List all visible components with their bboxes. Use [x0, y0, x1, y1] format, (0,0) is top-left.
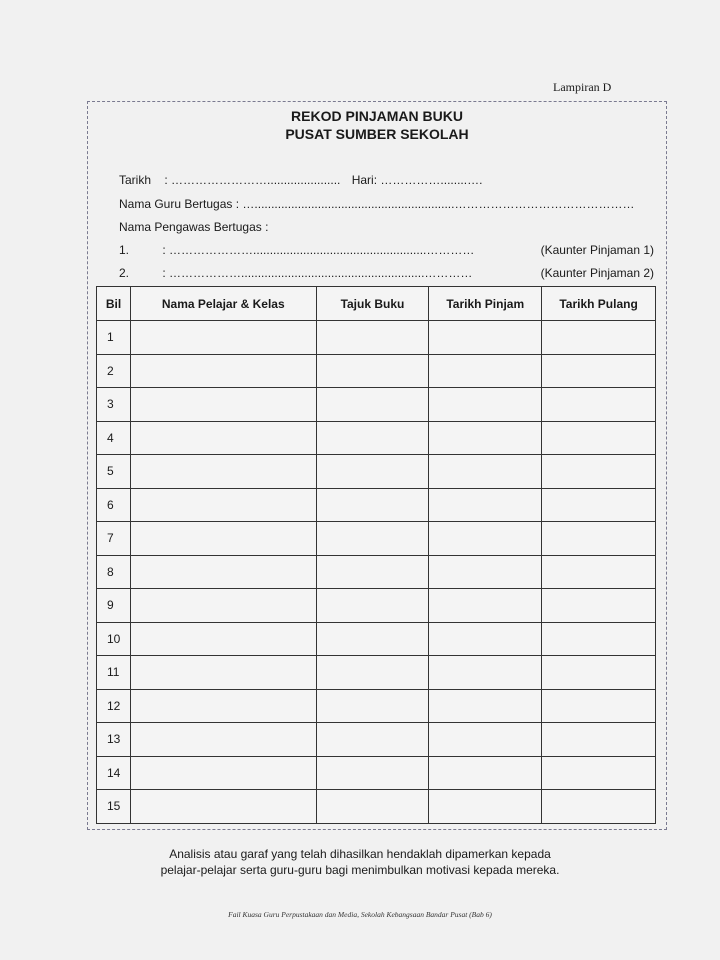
- guru-label: Nama Guru Bertugas :: [119, 197, 240, 211]
- tarikh-pinjam-cell[interactable]: [429, 488, 542, 522]
- row-number: 4: [97, 421, 131, 455]
- table-row: [97, 589, 656, 623]
- pengawas-row-2: [119, 266, 472, 280]
- nama-pelajar-cell[interactable]: [130, 689, 316, 723]
- row-number: 9: [97, 589, 131, 623]
- tajuk-buku-cell[interactable]: [316, 388, 429, 422]
- tarikh-pinjam-cell[interactable]: [429, 522, 542, 556]
- nama-pelajar-cell[interactable]: [130, 421, 316, 455]
- hari-field[interactable]: ……………........….: [380, 173, 483, 187]
- row-number: 12: [97, 689, 131, 723]
- row-number: 15: [97, 790, 131, 824]
- nama-pelajar-cell[interactable]: [130, 756, 316, 790]
- header-bil: Bil: [97, 287, 131, 321]
- nama-pelajar-cell[interactable]: [130, 321, 316, 355]
- tarikh-pulang-cell[interactable]: [542, 589, 656, 623]
- tarikh-label: Tarikh: [119, 173, 152, 187]
- table-row: [97, 488, 656, 522]
- table-row: [97, 689, 656, 723]
- tarikh-pulang-cell[interactable]: [542, 354, 656, 388]
- row-number: 7: [97, 522, 131, 556]
- table-row: [97, 555, 656, 589]
- tarikh-pinjam-cell[interactable]: [429, 790, 542, 824]
- tajuk-buku-cell[interactable]: [316, 656, 429, 690]
- pengawas-number: 1.: [119, 243, 130, 257]
- tarikh-pinjam-cell[interactable]: [429, 589, 542, 623]
- nama-pelajar-cell[interactable]: [130, 455, 316, 489]
- tajuk-buku-cell[interactable]: [316, 455, 429, 489]
- tarikh-pulang-cell[interactable]: [542, 421, 656, 455]
- hari-label: Hari:: [351, 173, 378, 187]
- tarikh-pinjam-cell[interactable]: [429, 388, 542, 422]
- row-number: 6: [97, 488, 131, 522]
- tarikh-pulang-cell[interactable]: [542, 656, 656, 690]
- tarikh-pulang-cell[interactable]: [542, 622, 656, 656]
- tarikh-field[interactable]: : ……………………......................: [164, 173, 341, 187]
- tajuk-buku-cell[interactable]: [316, 790, 429, 824]
- pengawas-field[interactable]: : …………………....................................................…………: [162, 243, 475, 257]
- tarikh-pulang-cell[interactable]: [542, 522, 656, 556]
- nama-pelajar-cell[interactable]: [130, 589, 316, 623]
- form-subtitle: PUSAT SUMBER SEKOLAH: [285, 126, 469, 142]
- table-row: [97, 388, 656, 422]
- tarikh-pinjam-cell[interactable]: [429, 455, 542, 489]
- tarikh-pulang-cell[interactable]: [542, 689, 656, 723]
- nama-pelajar-cell[interactable]: [130, 790, 316, 824]
- row-number: 3: [97, 388, 131, 422]
- tajuk-buku-cell[interactable]: [316, 756, 429, 790]
- nama-pelajar-cell[interactable]: [130, 488, 316, 522]
- tarikh-pinjam-cell[interactable]: [429, 321, 542, 355]
- tarikh-pinjam-cell[interactable]: [429, 723, 542, 757]
- counter-label: (Kaunter Pinjaman 2): [540, 266, 654, 280]
- pengawas-row-1: [119, 243, 474, 257]
- nama-pelajar-cell[interactable]: [130, 522, 316, 556]
- nama-pelajar-cell[interactable]: [130, 723, 316, 757]
- tarikh-pinjam-cell[interactable]: [429, 555, 542, 589]
- table-row: [97, 622, 656, 656]
- pengawas-field[interactable]: : ……………….......................................................…………: [162, 266, 473, 280]
- table-row: [97, 455, 656, 489]
- tarikh-pulang-cell[interactable]: [542, 555, 656, 589]
- tarikh-pinjam-cell[interactable]: [429, 421, 542, 455]
- row-number: 13: [97, 723, 131, 757]
- tajuk-buku-cell[interactable]: [316, 421, 429, 455]
- tarikh-pinjam-cell[interactable]: [429, 756, 542, 790]
- table-row: [97, 756, 656, 790]
- tarikh-pulang-cell[interactable]: [542, 488, 656, 522]
- counter-label: (Kaunter Pinjaman 1): [540, 243, 654, 257]
- row-number: 2: [97, 354, 131, 388]
- tarikh-pinjam-cell[interactable]: [429, 354, 542, 388]
- pengawas-number: 2.: [119, 266, 130, 280]
- table-row: [97, 723, 656, 757]
- table-row: [97, 354, 656, 388]
- tarikh-pinjam-cell[interactable]: [429, 622, 542, 656]
- row-number: 10: [97, 622, 131, 656]
- analysis-note: [60, 846, 660, 878]
- tajuk-buku-cell[interactable]: [316, 522, 429, 556]
- form-title: REKOD PINJAMAN BUKU: [291, 108, 463, 124]
- tarikh-pulang-cell[interactable]: [542, 388, 656, 422]
- table-row: [97, 522, 656, 556]
- tajuk-buku-cell[interactable]: [316, 488, 429, 522]
- tarikh-pulang-cell[interactable]: [542, 321, 656, 355]
- header-tarikh-pulang: Tarikh Pulang: [542, 287, 656, 321]
- nama-pelajar-cell[interactable]: [130, 388, 316, 422]
- footer-text: Fail Kuasa Guru Perpustakaan dan Media, Sekolah Kebangsaan Bandar Pusat (Bab 6): [228, 910, 492, 919]
- row-number: 14: [97, 756, 131, 790]
- row-number: 11: [97, 656, 131, 690]
- tajuk-buku-cell[interactable]: [316, 723, 429, 757]
- tajuk-buku-cell[interactable]: [316, 589, 429, 623]
- pengawas-label: Nama Pengawas Bertugas :: [119, 220, 269, 234]
- note-line: pelajar-pelajar serta guru-guru bagi menimbulkan motivasi kepada mereka.: [160, 863, 560, 877]
- row-number: 5: [97, 455, 131, 489]
- tarikh-pinjam-cell[interactable]: [429, 689, 542, 723]
- table-header-row: [97, 287, 656, 321]
- row-number: 8: [97, 555, 131, 589]
- nama-pelajar-cell[interactable]: [130, 354, 316, 388]
- guru-row: [119, 197, 634, 211]
- tajuk-buku-cell[interactable]: [316, 354, 429, 388]
- note-line: Analisis atau garaf yang telah dihasilkan hendaklah dipamerkan kepada: [169, 847, 551, 861]
- tajuk-buku-cell[interactable]: [316, 622, 429, 656]
- tajuk-buku-cell[interactable]: [316, 555, 429, 589]
- table-row: [97, 321, 656, 355]
- tarikh-pulang-cell[interactable]: [542, 756, 656, 790]
- tarikh-pulang-cell[interactable]: [542, 455, 656, 489]
- date-row: [119, 173, 482, 187]
- guru-field[interactable]: …............................................................………………………………………: [242, 197, 635, 211]
- row-number: 1: [97, 321, 131, 355]
- tajuk-buku-cell[interactable]: [316, 321, 429, 355]
- table-row: [97, 421, 656, 455]
- tarikh-pulang-cell[interactable]: [542, 723, 656, 757]
- table-row: [97, 656, 656, 690]
- header-nama-pelajar: Nama Pelajar & Kelas: [130, 287, 316, 321]
- table-row: [97, 790, 656, 824]
- nama-pelajar-cell[interactable]: [130, 622, 316, 656]
- header-tajuk-buku: Tajuk Buku: [316, 287, 429, 321]
- header-tarikh-pinjam: Tarikh Pinjam: [429, 287, 542, 321]
- appendix-label: Lampiran D: [553, 80, 612, 94]
- loan-record-table: [96, 286, 656, 824]
- tarikh-pinjam-cell[interactable]: [429, 656, 542, 690]
- tajuk-buku-cell[interactable]: [316, 689, 429, 723]
- tarikh-pulang-cell[interactable]: [542, 790, 656, 824]
- nama-pelajar-cell[interactable]: [130, 656, 316, 690]
- nama-pelajar-cell[interactable]: [130, 555, 316, 589]
